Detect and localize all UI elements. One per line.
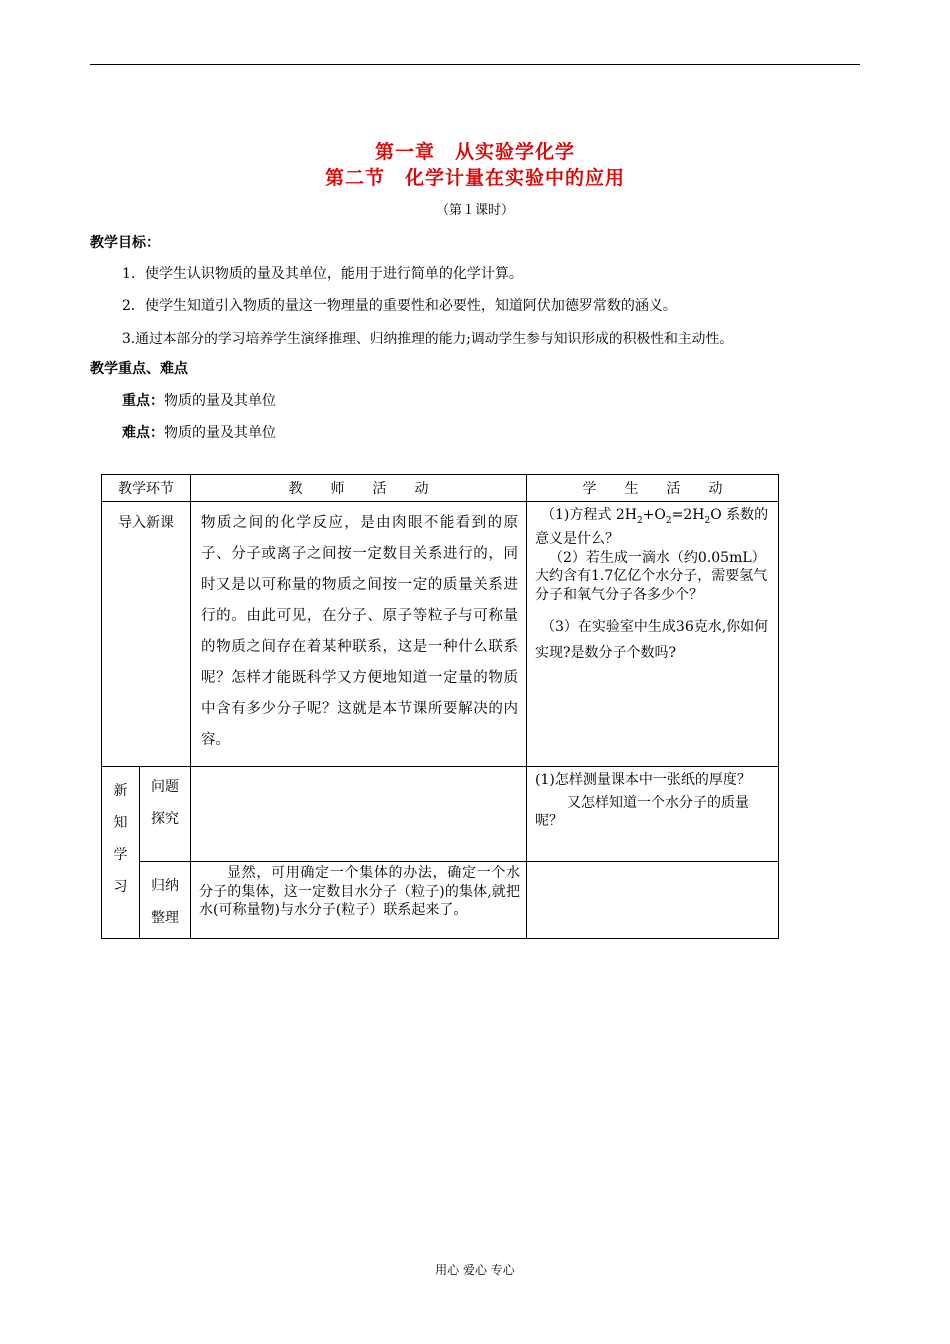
objectives-heading: 教学目标： [90,235,160,251]
focus-line [122,390,276,410]
table-row-explore [102,767,779,862]
explore-question-2: 又怎样知道一个水分子的质量呢？ [535,794,749,829]
intro-stage: 导入新课 [102,502,191,767]
header-stage: 教学环节 [102,475,191,502]
chapter-title: 第一章 从实验学化学 [374,141,575,163]
objective-item-3: 3.通过本部分的学习培养学生演绎推理、归纳推理的能力;调动学生参与知识形成的积极性和主动性。 [122,331,734,347]
table-row-intro [102,502,779,767]
student-question-2: （2）若生成一滴水（约0.05mL）大约含有1.7亿亿个水分子，需要氢气分子和氧气分子各多少个？ [535,549,768,603]
summary-student-activity [527,862,779,939]
header-rule [90,64,860,65]
student-question-3: （3）在实验室中生成36克水,你如何实现?是数分子个数吗? [535,619,769,662]
key-points-heading: 教学重点、难点 [90,361,188,377]
student-question-1: （1)方程式 $2H_2+O_2=2H_2O$ 系数的意义是什么？ [535,507,769,548]
lesson-plan-table [101,474,779,939]
objective-item-2: 2．使学生知道引入物质的量这一物理量的重要性和必要性，知道阿伏加德罗常数的涵义。 [122,298,677,314]
header-student: 学 生 活 动 [527,475,779,502]
focus-label: 重点： [122,393,164,409]
explore-teacher-activity [191,767,527,862]
explore-student-activity [527,767,779,862]
focus-text: 物质的量及其单位 [164,393,276,409]
intro-teacher-activity: 物质之间的化学反应，是由肉眼不能看到的原子、分子或离子之间按一定数目关系进行的，同时又是以可称量的物质之间按一定的质量关系进行的。由此可见，在分子、原子等粒子与可称量的物质之间存在着某种联系，这是一种什么联系呢？怎样才能既科学又方便地知道一定量的物质中含有多少分子呢？这就是本节课所要解决的内容。 [191,502,527,767]
lesson-note: （第１课时） [435,203,514,218]
header-teacher: 教 师 活 动 [191,475,527,502]
intro-student-activity [527,502,779,767]
difficulty-text: 物质的量及其单位 [164,425,276,441]
new-knowledge-stage: 新 知 学 习 [102,767,140,939]
difficulty-label: 难点： [122,425,164,441]
page-footer: 用心 爱心 专心 [435,1263,515,1277]
difficulty-line [122,422,276,442]
section-title: 第二节 化学计量在实验中的应用 [324,167,625,189]
table-header-row [102,475,779,502]
summary-label: 归纳整理 [140,862,191,939]
table-row-summary [102,862,779,939]
summary-teacher-activity: 显然，可用确定一个集体的办法，确定一个水分子的集体，这一定数目水分子（粒子)的集体,就把水(可称量物)与水分子(粒子）联系起来了。 [191,862,527,939]
explore-label: 问题探究 [140,767,191,862]
explore-question-1: (1)怎样测量课本中一张纸的厚度？ [535,772,751,788]
objective-item-1: 1．使学生认识物质的量及其单位，能用于进行简单的化学计算。 [122,266,523,282]
